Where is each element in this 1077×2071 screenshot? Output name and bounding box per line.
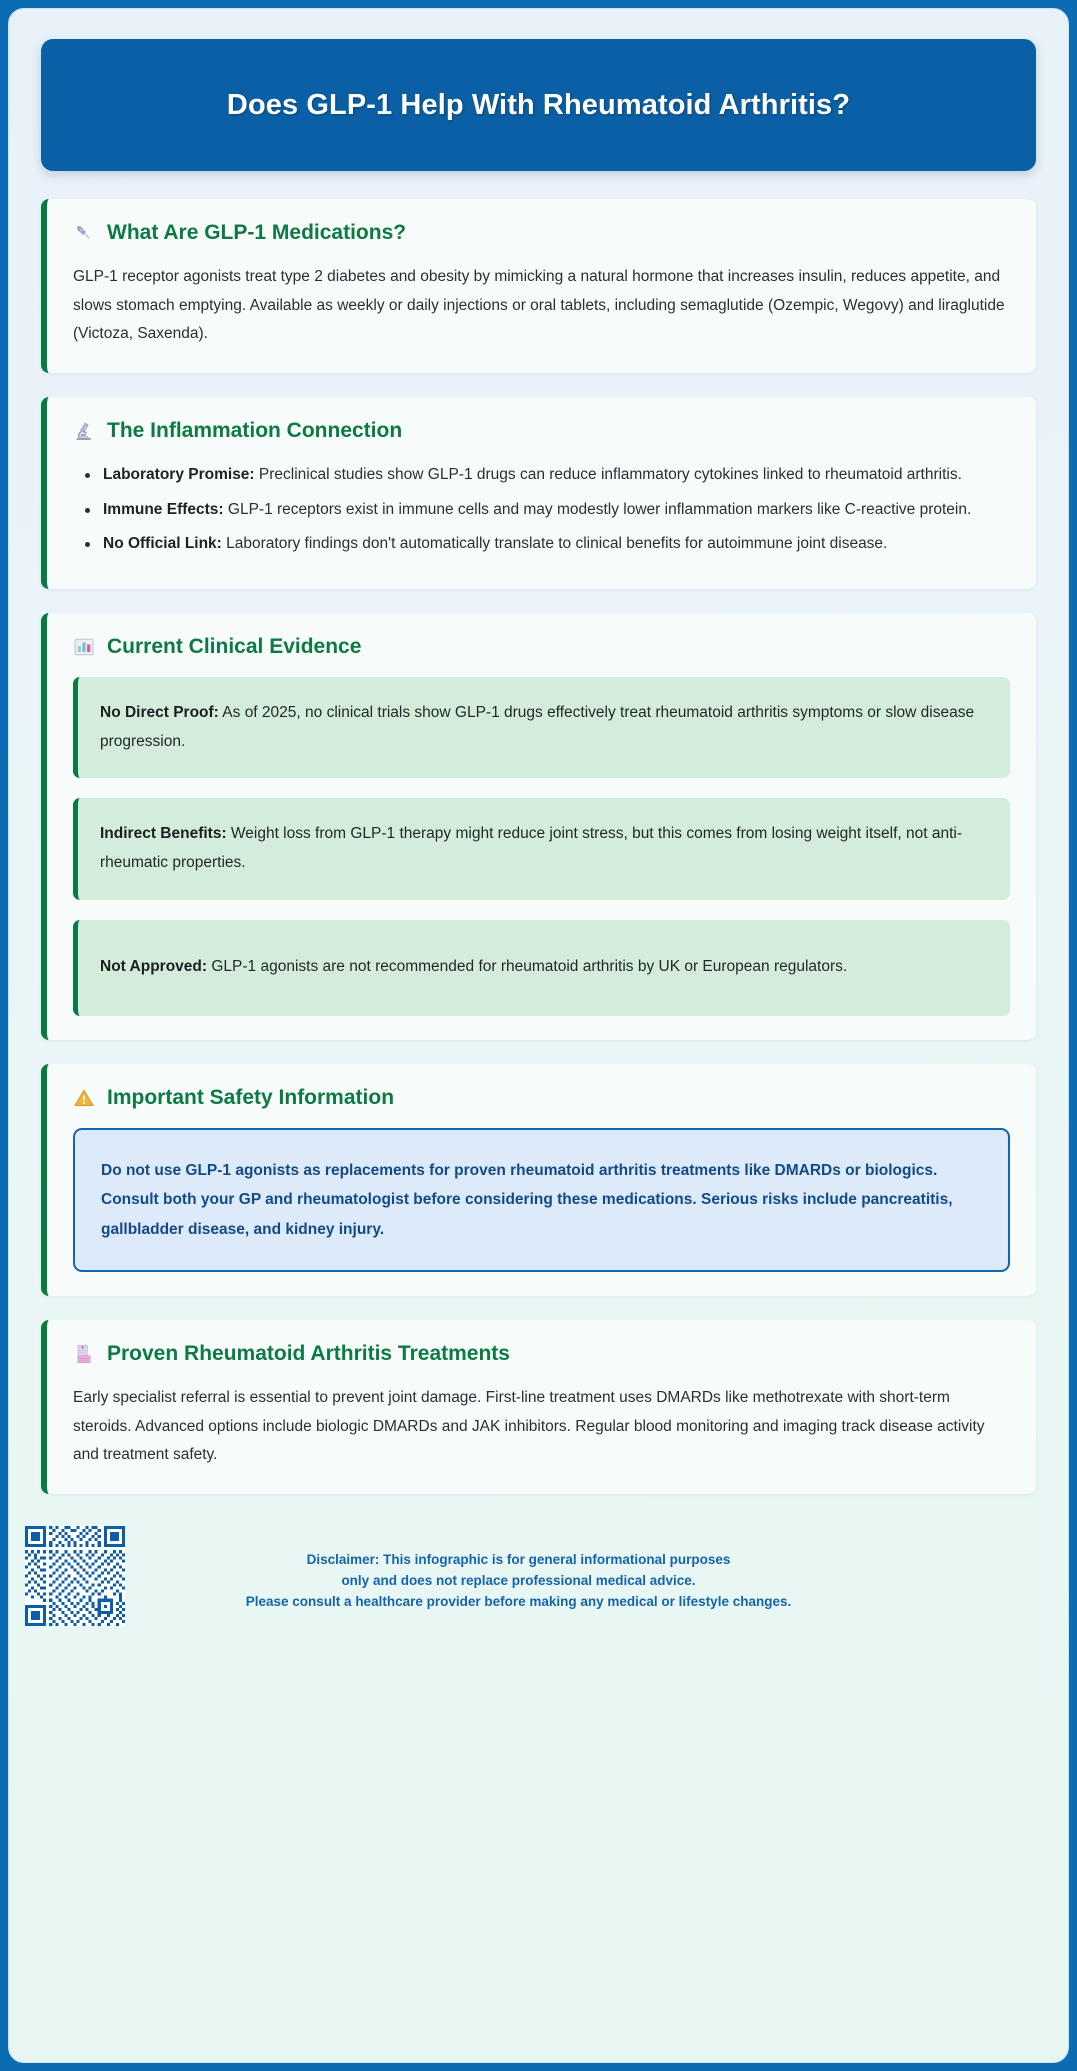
section-header — [73, 221, 1010, 245]
footer — [17, 1518, 1036, 1626]
evidence-label: Not Approved: — [100, 958, 208, 976]
header-banner — [41, 39, 1036, 171]
section-paragraph: GLP-1 receptor agonists treat type 2 diabetes and obesity by mimicking a natural hormone that increases insulin, reduces appetite, and slows stomach emptying. Available as weekly or daily injections or oral tablets, including semaglutide (Ozempic, Wegovy) and liraglutide (Victoza, Saxenda). — [73, 268, 1005, 343]
section-title: What Are GLP-1 Medications? — [107, 221, 407, 244]
evidence-text: Weight loss from GLP-1 therapy might reduce joint stress, but this comes from losing weight itself, not anti-rheumatic properties. — [100, 825, 963, 872]
page-title: Does GLP-1 Help With Rheumatoid Arthritis? — [226, 88, 851, 121]
evidence-label: Indirect Benefits: — [100, 825, 227, 843]
infographic-page — [8, 8, 1069, 2063]
section-title: Current Clinical Evidence — [107, 635, 362, 659]
bullet-text: Preclinical studies show GLP-1 drugs can reduce inflammatory cytokines linked to rheumatoid arthritis. — [254, 466, 962, 484]
bullet-label: Laboratory Promise: — [103, 466, 255, 484]
section-card-inflammation-connection — [41, 397, 1036, 589]
bullet-label: Immune Effects: — [103, 500, 224, 518]
section-header — [73, 1086, 1010, 1110]
evidence-list — [73, 677, 1010, 1016]
list-item — [77, 530, 1010, 559]
warning-triangle-icon — [73, 1087, 95, 1109]
section-card-glp1-medications — [41, 199, 1036, 373]
list-item — [77, 496, 1010, 525]
section-card-safety-information — [41, 1064, 1036, 1296]
hospital-icon — [73, 1343, 95, 1365]
bullet-label: No Official Link: — [103, 535, 222, 553]
list-item — [77, 461, 1010, 490]
disclaimer-line-1: This infographic is for general informational purposes — [379, 1552, 731, 1568]
section-header — [73, 635, 1010, 659]
section-header — [73, 419, 1010, 443]
qr-code-icon[interactable] — [21, 1526, 121, 1626]
safety-alert-box: Do not use GLP-1 agonists as replacements for proven rheumatoid arthritis treatments like DMARDs or biologics. Consult both your GP and rheumatologist before considering these medications. Serious risks include pancreatitis, gallbladder disease, and kidney injury. — [73, 1128, 1010, 1272]
evidence-card — [73, 798, 1010, 899]
section-card-proven-treatments — [41, 1320, 1036, 1494]
disclaimer-text — [121, 1526, 1036, 1613]
syringe-icon — [73, 222, 95, 244]
section-title: Proven Rheumatoid Arthritis Treatments — [107, 1342, 510, 1366]
evidence-card — [73, 677, 1010, 778]
evidence-card — [73, 920, 1010, 1016]
disclaimer-label: Disclaimer: — [306, 1552, 380, 1568]
microscope-icon — [73, 420, 95, 442]
evidence-text: As of 2025, no clinical trials show GLP-1 drugs effectively treat rheumatoid arthritis symptoms or slow disease progression. — [100, 704, 975, 750]
inflammation-bullet-list — [73, 461, 1010, 559]
evidence-label: No Direct Proof: — [100, 704, 219, 722]
disclaimer-line-2: only and does not replace professional medical advice. — [341, 1572, 696, 1588]
bullet-text: Laboratory findings don't automatically translate to clinical benefits for autoimmune joint disease. — [221, 535, 888, 553]
section-title: The Inflammation Connection — [107, 419, 403, 443]
section-card-clinical-evidence — [41, 613, 1036, 1040]
section-header — [73, 1342, 1010, 1366]
section-paragraph: Early specialist referral is essential to prevent joint damage. First-line treatment uses DMARDs like methotrexate with short-term steroids. Advanced options include biologic DMARDs and JAK inhibitors. Regular blood monitoring and imaging track disease activity and treatment safety. — [73, 1389, 985, 1464]
evidence-text: GLP-1 agonists are not recommended for rheumatoid arthritis by UK or European regulators. — [207, 958, 848, 976]
disclaimer-line-3: Please consult a healthcare provider before making any medical or lifestyle changes. — [245, 1593, 792, 1609]
section-title: Important Safety Information — [107, 1085, 395, 1109]
bar-chart-icon — [73, 636, 95, 658]
bullet-text: GLP-1 receptors exist in immune cells and may modestly lower inflammation markers like C-reactive protein. — [223, 500, 972, 518]
